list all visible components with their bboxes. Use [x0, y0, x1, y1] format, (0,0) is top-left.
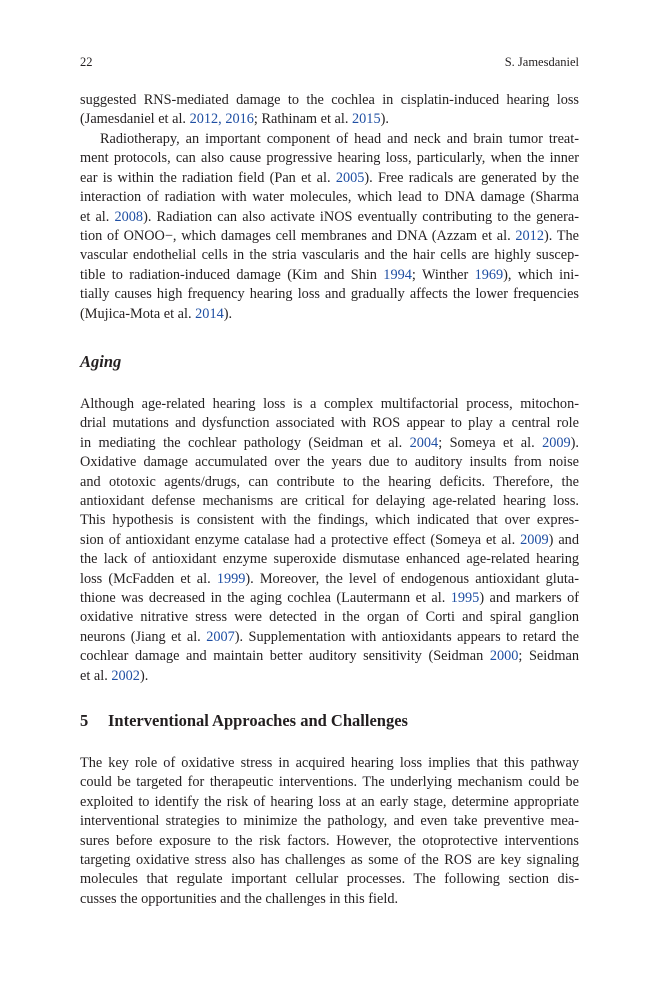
citation-link[interactable]: 2012 [515, 228, 544, 245]
text-line: This hypothesis is consistent with the findings, which indicated that over expres- [80, 512, 579, 529]
text-line: tible to radiation-induced damage (Kim and Shin 1994; Winther 1969), which ini- [80, 266, 579, 283]
subsection-aging [80, 351, 579, 373]
body-paragraph [80, 130, 579, 324]
text-line: cusses the opportunities and the challenges in this field. [80, 890, 399, 907]
text-line: sures before exposure to the risk factors. However, the otoprotective interventions [80, 832, 579, 849]
text-line: Radiotherapy, an important component of head and neck and brain tumor treat- [100, 131, 579, 147]
citation-link[interactable]: 2005 [335, 169, 365, 186]
citation-link[interactable]: 2000 [489, 648, 519, 665]
running-author: S. Jamesdaniel [504, 55, 579, 69]
text-line: ear is within the radiation field (Pan et al. 2005). Free radicals are generated by the [80, 169, 579, 186]
text-line: exploited to identify the risk of hearing loss at an early stage, determine appropriate [80, 793, 579, 810]
section-title: Interventional Approaches and Challenges [108, 711, 408, 730]
text-line: in mediating the cochlear pathology (Seidman et al. 2004; Someya et al. 2009). [80, 434, 580, 451]
text-line: Oxidative damage accumulated over the years due to auditory insults from noise [80, 454, 579, 471]
text-line: ment protocols, can also cause progressive hearing loss, particularly, when the inner [80, 150, 579, 167]
text-line: antioxidant defense mechanisms are critical for delaying age-related hearing loss. [80, 493, 579, 510]
body-paragraph [80, 754, 579, 909]
text-line: drial mutations and dysfunction associated with ROS appear to play a central role [80, 415, 579, 432]
text-line: thione was decreased in the aging cochlea (Lautermann et al. 1995) and markers of [80, 590, 579, 607]
text-line: loss (McFadden et al. 1999). Moreover, the level of endogenous antioxidant gluta- [80, 570, 579, 587]
text-line: molecules that regulate important cellular processes. The following section dis- [80, 871, 579, 888]
section-number: 5 [80, 711, 89, 730]
citation-link[interactable]: 2002 [111, 667, 140, 684]
body-paragraph [80, 395, 579, 686]
citation-link[interactable]: 1969 [474, 266, 504, 283]
text-line: Although age-related hearing loss is a complex multifactorial process, mitochon- [80, 396, 579, 412]
citation-link[interactable]: 1999 [216, 570, 246, 587]
text-line: the lack of antioxidant enzyme superoxide dismutase enhanced age-related hearing [80, 551, 579, 568]
text-line: vascular endothelial cells in the stria vascularis and the hair cells are highly suscep- [80, 247, 579, 264]
text-line: et al. 2008). Radiation can also activate iNOS eventually contributing to the genera- [80, 208, 580, 225]
section-5-heading-block [80, 710, 579, 732]
paragraph-interventional [80, 754, 579, 909]
citation-link[interactable]: 2014 [195, 305, 224, 322]
paragraph-cisplatin-continuation [80, 91, 579, 130]
text-line: tion of ONOO−, which damages cell membranes and DNA (Azzam et al. 2012). The [80, 228, 579, 245]
body-paragraph [80, 91, 579, 130]
citation-link[interactable]: 2007 [206, 628, 235, 645]
citation-link[interactable]: 2008 [114, 208, 144, 225]
text-line: oxidative nitrative stress were detected in the organ of Corti and spiral ganglion [80, 609, 579, 626]
text-line: tially causes high frequency hearing loss and gradually affects the lower frequencies [80, 286, 579, 303]
citation-link[interactable]: 1994 [383, 266, 412, 283]
text-line: The key role of oxidative stress in acquired hearing loss implies that this pathway [80, 755, 579, 771]
text-line: et al. 2002). [80, 667, 149, 684]
text-line: interventional strategies to minimize the pathology, and even take preventive mea- [80, 813, 579, 830]
citation-link[interactable]: 2009 [520, 531, 549, 548]
text-line: interaction of radiation with water molecules, which lead to DNA damage (Sharma [80, 189, 579, 206]
citation-link[interactable]: 2004 [409, 434, 439, 451]
citation-link[interactable]: 2009 [542, 434, 571, 451]
text-line: targeting oxidative stress also has challenges as some of the ROS are key signaling [80, 852, 579, 869]
text-line: could be targeted for therapeutic interventions. The underlying mechanism could be [80, 774, 579, 791]
text-line: (Mujica-Mota et al. 2014). [80, 305, 233, 322]
citation-link[interactable]: 2012, 2016 [189, 111, 254, 128]
citation-link[interactable]: 1995 [450, 590, 480, 607]
text-line: suggested RNS-mediated damage to the cochlea in cisplatin-induced hearing loss [80, 92, 579, 108]
text-line: neurons (Jiang et al. 2007). Supplementation with antioxidants appears to retard the [80, 628, 579, 645]
paragraph-aging [80, 395, 579, 686]
text-line: sion of antioxidant enzyme catalase had a protective effect (Someya et al. 2009) and [80, 531, 579, 548]
page-number: 22 [80, 55, 93, 69]
text-line: cochlear damage and maintain better auditory sensitivity (Seidman 2000; Seidman [80, 648, 579, 665]
section-heading [80, 710, 579, 732]
citation-link[interactable]: 2015 [352, 111, 381, 128]
text-line: (Jamesdaniel et al. 2012, 2016; Rathinam et al. 2015). [80, 111, 389, 128]
text-line: and ototoxic agents/drugs, can contribute to the hearing deficits. Therefore, the [80, 473, 579, 490]
paragraph-radiotherapy [80, 130, 579, 324]
subsection-heading-aging: Aging [80, 352, 122, 371]
